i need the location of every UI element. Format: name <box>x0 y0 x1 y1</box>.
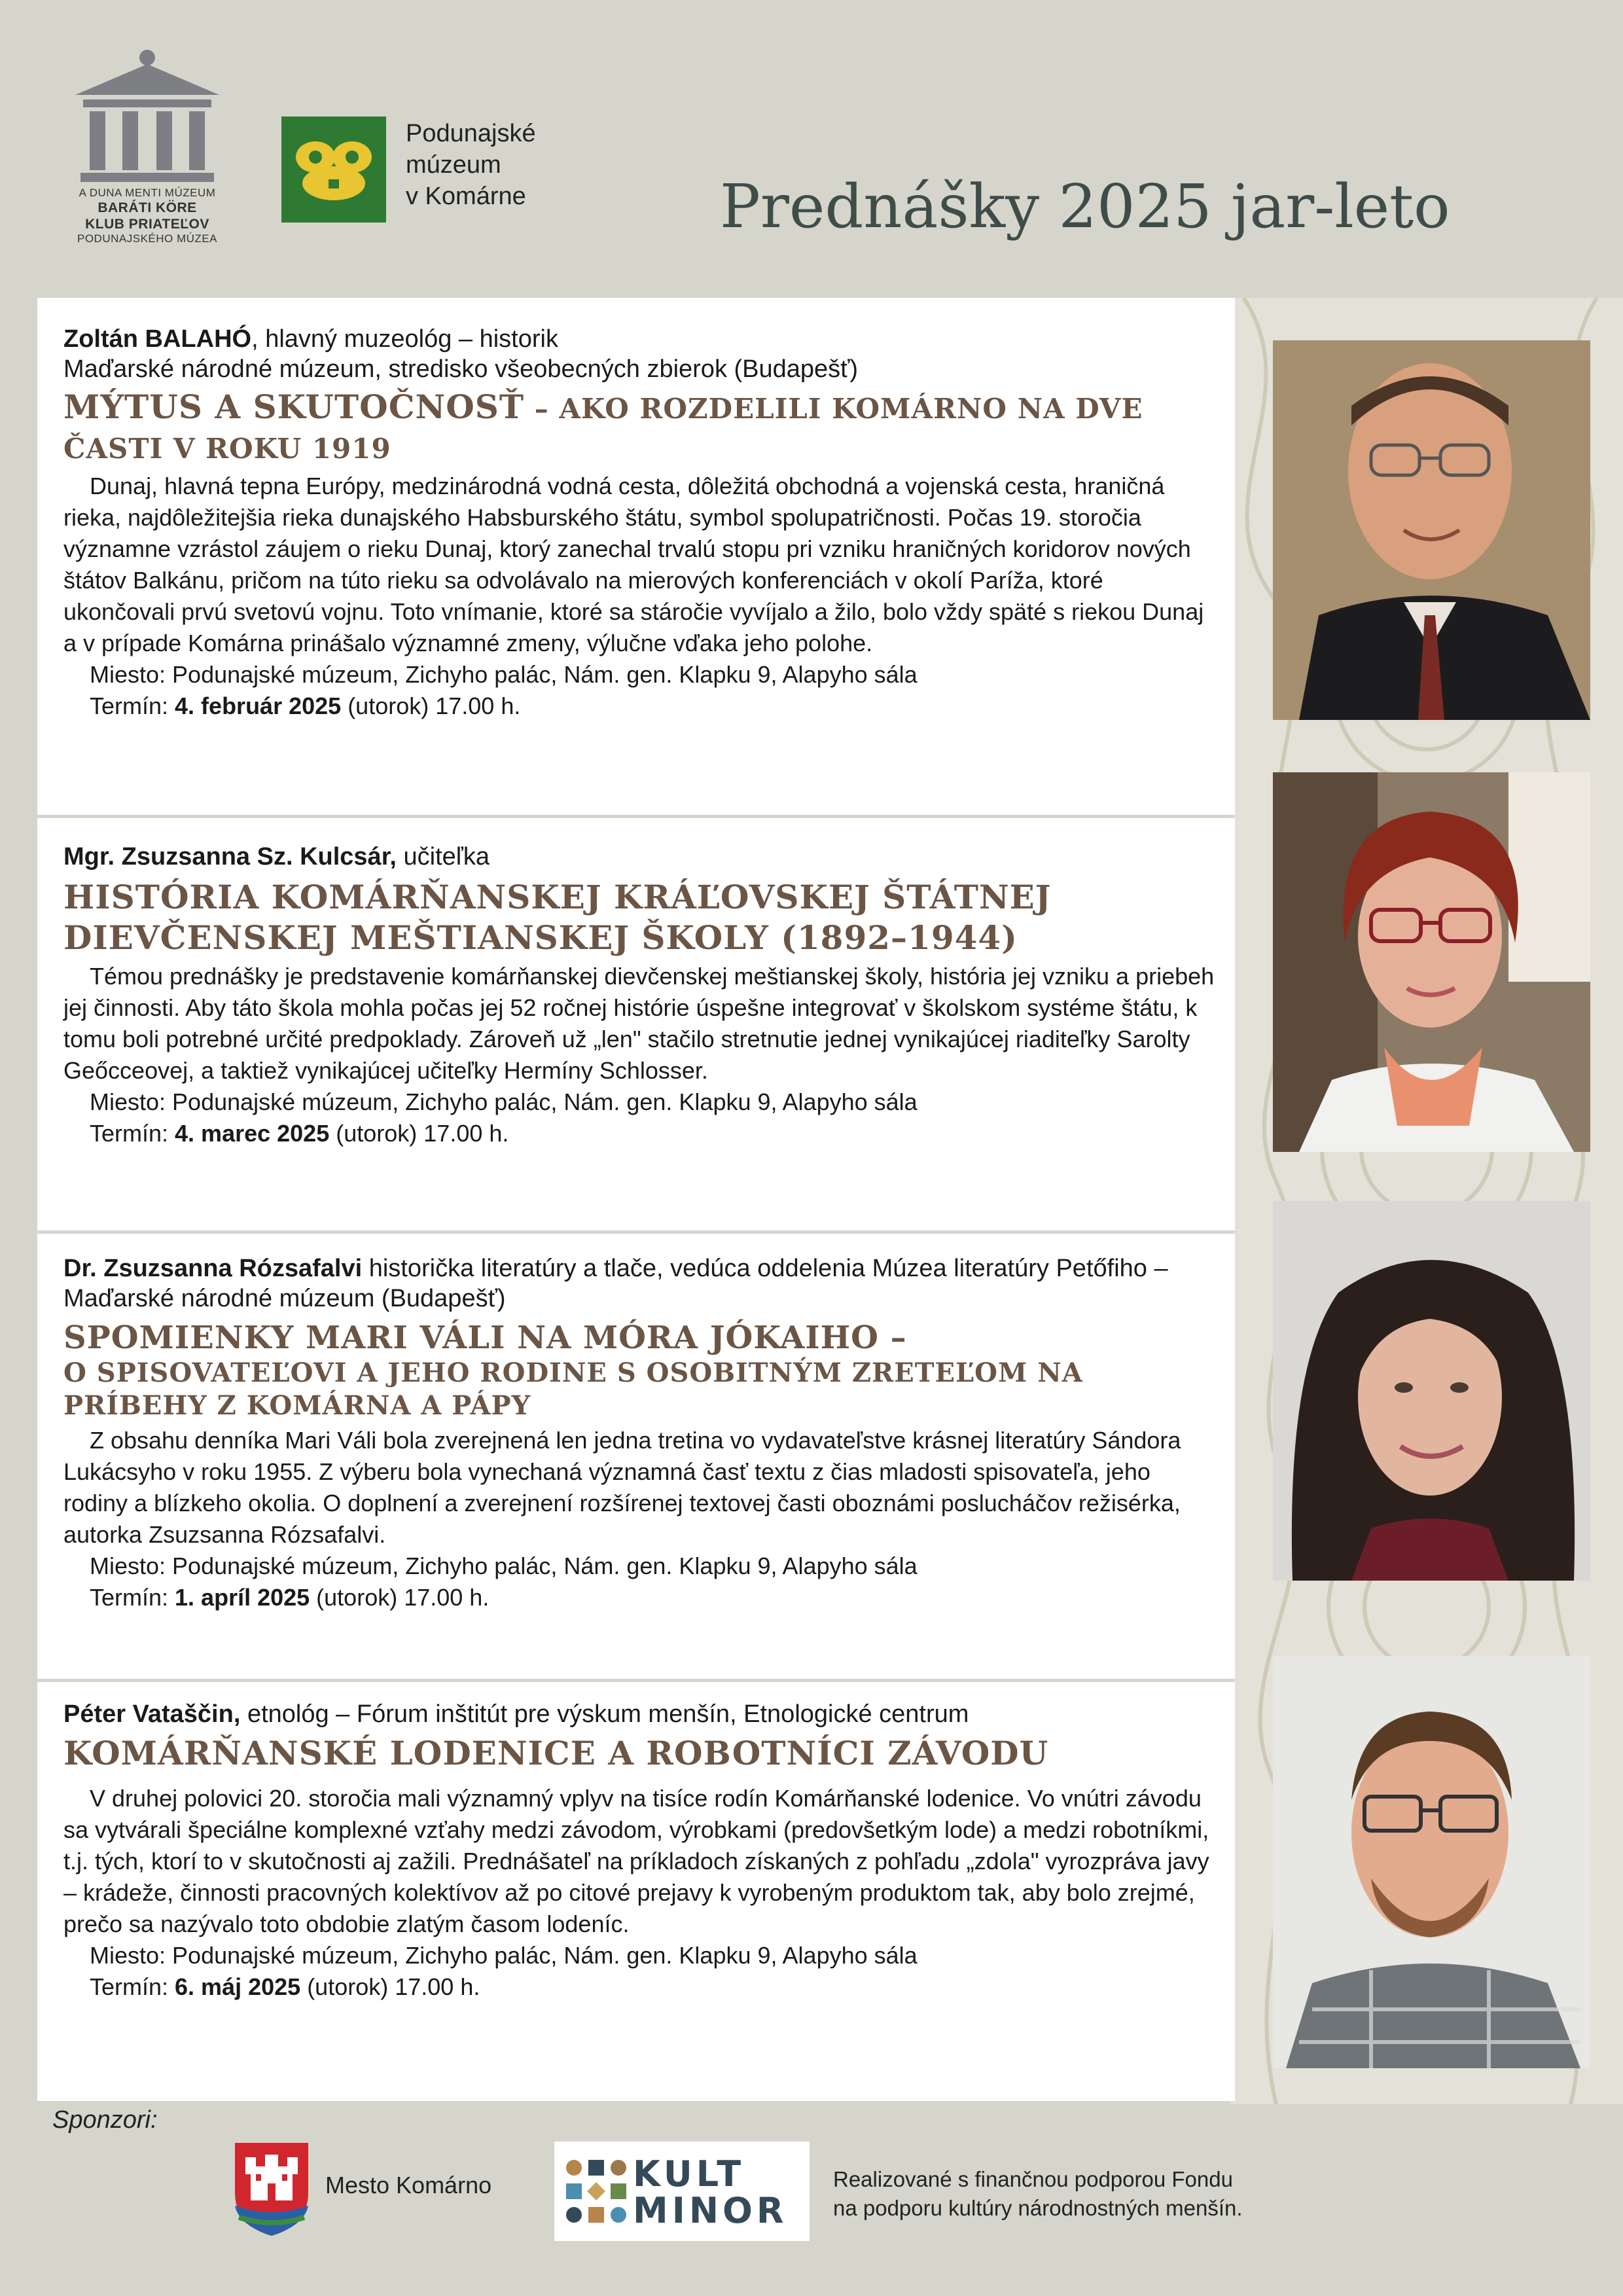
lecture-place: Miesto: Podunajské múzeum, Zichyho palác, Nám. gen. Klapku 9, Alapyho sála <box>90 1552 918 1579</box>
speaker-role: etnológ – Fórum inštitút pre výskum menšín, Etnologické centrum <box>240 1700 969 1728</box>
kult-minor-pattern-icon <box>561 2142 633 2241</box>
lecture-time: (utorok) 17.00 h. <box>310 1584 490 1611</box>
museum-name <box>406 118 536 212</box>
lecture-date: 1. apríl 2025 <box>175 1584 310 1611</box>
kult-line-2: MINOR <box>633 2190 788 2231</box>
lecture-term <box>63 1582 1219 1613</box>
speaker-role: historička literatúry a tlače, vedúca oddelenia Múzea literatúry Petőfiho – Maďarské národné múzeum (Budapešť) <box>63 1255 1168 1312</box>
lecture-card-4 <box>37 1682 1235 2101</box>
lecture-time: (utorok) 17.00 h. <box>329 1120 509 1147</box>
lecture-card-1 <box>37 298 1235 817</box>
lecture-date: 4. február 2025 <box>175 692 342 719</box>
lecture-title <box>63 1733 1219 1774</box>
speaker-photo-2 <box>1273 772 1590 1152</box>
speaker-line <box>63 1253 1219 1314</box>
museum-name-line-2: múzeum <box>406 151 501 179</box>
funding-line-1: Realizované s finančnou podporou Fondu <box>833 2167 1233 2191</box>
speaker-affiliation: Maďarské národné múzeum, stredisko všeobecných zbierok (Budapešť) <box>63 355 859 383</box>
lecture-title-sub: – AKO ROZDELILI KOMÁRNO NA DVE ČASTI V ROKU 1919 <box>63 393 1143 465</box>
lecture-time: (utorok) 17.00 h. <box>300 1973 480 2000</box>
header <box>0 0 1623 288</box>
lecture-time: (utorok) 17.00 h. <box>341 692 521 719</box>
museum-name-line-3: v Komárne <box>406 183 526 210</box>
term-label: Termín: <box>90 1973 175 2000</box>
lecture-place: Miesto: Podunajské múzeum, Zichyho palác, Nám. gen. Klapku 9, Alapyho sála <box>90 661 918 688</box>
speaker-name: Péter Vataščin, <box>63 1700 241 1728</box>
speaker-photo-4 <box>1273 1656 1590 2068</box>
kult-minor-logo <box>554 2142 810 2241</box>
kult-line-1: KULT <box>633 2153 745 2195</box>
lecture-term <box>63 691 1219 722</box>
term-label: Termín: <box>90 1584 175 1611</box>
speaker-name: Mgr. Zsuzsanna Sz. Kulcsár, <box>63 843 397 870</box>
museum-emblem-icon <box>281 117 386 223</box>
city-name: Mesto Komárno <box>325 2172 492 2198</box>
speaker-line <box>63 324 1219 354</box>
funding-line-2: na podporu kultúry národnostných menšín. <box>833 2196 1243 2220</box>
lecture-description: Témou prednášky je predstavenie komárňanskej dievčenskej meštianskej školy, história jej vzniku a priebeh jej činnosti. Aby táto škola mohla počas jej 52 ročnej histórie úspešne integrovať v školskom systéme štátu, k tomu boli potrebné určité predpoklady. Zároveň už „len" stačilo stretnutie jednej vynikajúcej riaditeľky Sarolty Geőcceovej, a taktiež vynikajúcej učiteľky Hermíny Schlosser. <box>63 963 1215 1084</box>
lecture-title-main: KOMÁRŇANSKÉ LODENICE A ROBOTNÍCI ZÁVODU <box>63 1734 1049 1772</box>
lecture-card-3 <box>37 1234 1235 1681</box>
club-line-3: KLUB PRIATEĽOV <box>85 217 209 232</box>
lecture-term <box>63 1118 1219 1149</box>
lecture-description: Z obsahu denníka Mari Váli bola zverejnená len jedna tretina vo vydavateľstve krásnej literatúry Sándora Lukácsyho v roku 1955. Z výberu bola vynechaná významná časť textu z čias mladosti spisovateľa, jeho rodiny a blízkeho okolia. O doplnení a zverejnení rozšírenej textovej časti oboznámi poslucháčov režisérka, autorka Zsuzsanna Rózsafalvi. <box>63 1427 1181 1548</box>
speaker-photo-1 <box>1273 340 1590 720</box>
club-line-2: BARÁTI KÖRE <box>98 200 197 215</box>
speaker-name: Dr. Zsuzsanna Rózsafalvi <box>63 1255 363 1282</box>
club-line-4: PODUNAJSKÉHO MÚZEA <box>77 232 217 245</box>
speaker-name: Zoltán BALAHÓ <box>63 325 252 353</box>
sponsors-label: Sponzori: <box>52 2106 158 2134</box>
lecture-description: Dunaj, hlavná tepna Európy, medzinárodná vodná cesta, dôležitá obchodná a vojenská cesta, hraničná rieka, najdôležitejšia rieka dunajského Habsburského štátu, symbol spolupatričnosti. Počas 19. storočia významne vzrástol záujem o rieku Dunaj, ktorý zanechal trvalú stopu pri vzniku hraničných koridorov nových štátov Balkánu, pričom na túto rieku sa odvolávalo na mierových konferenciách v okolí Paríža, ktoré ukončovali prvú svetovú vojnu. Toto vnímanie, ktoré sa stáročie vyvíjalo a žilo, bolo vždy späté s riekou Dunaj a v prípade Komárna prinášalo významné zmeny, výlučne vďaka jeho polohe. <box>63 473 1204 656</box>
club-line-1: A DUNA MENTI MÚZEUM <box>79 187 216 199</box>
lecture-title-main: SPOMIENKY MARI VÁLI NA MÓRA JÓKAIHO – <box>63 1319 907 1356</box>
museum-building-icon <box>69 46 226 187</box>
komarno-coat-of-arms-icon <box>232 2140 311 2238</box>
lecture-title <box>63 388 1219 468</box>
lecture-title <box>63 877 1219 958</box>
page-title: Prednášky 2025 jar-leto <box>720 171 1450 242</box>
lecture-description: V druhej polovici 20. storočia mali významný vplyv na tisíce rodín Komárňanské lodenice. Vo vnútri závodu sa vytvárali špeciálne komplexné vzťahy medzi závodom, výrobkami (predovšetkým lode) a medzi robotníkmi, t.j. tých, ktorí to v skutočnosti aj zažili. Prednášateľ na príkladoch získaných z pohľadu „zdola" vyrozpráva javy – krádeže, činnosti pracovných kolektívov až po citové prejavy k vyrobeným produktom tak, aby bolo zrejmé, prečo sa nazývalo toto obdobie zlatým časom lodeníc. <box>63 1785 1209 1937</box>
lecture-title-main: MÝTUS A SKUTOČNOSŤ <box>63 387 525 426</box>
lecture-title-main: HISTÓRIA KOMÁRŇANSKEJ KRÁĽOVSKEJ ŠTÁTNEJ DIEVČENSKEJ MEŠTIANSKEJ ŠKOLY (1892–1944) <box>63 878 1052 957</box>
lecture-title-sub: O SPISOVATEĽOVI A JEHO RODINE S OSOBITNÝM ZRETEĽOM NA PRÍBEHY Z KOMÁRNA A PÁPY <box>63 1357 1083 1421</box>
funding-note <box>833 2165 1243 2223</box>
club-logo <box>65 46 229 268</box>
kult-minor-text <box>633 2153 788 2231</box>
lecture-card-2 <box>37 818 1235 1233</box>
speaker-role: učiteľka <box>396 843 490 870</box>
speaker-line <box>63 1699 1219 1729</box>
speaker-role: , hlavný muzeológ – historik <box>251 325 558 353</box>
speaker-line <box>63 842 1219 872</box>
lecture-place: Miesto: Podunajské múzeum, Zichyho palác, Nám. gen. Klapku 9, Alapyho sála <box>90 1088 918 1115</box>
lecture-term <box>63 1971 1219 2003</box>
speaker-photo-3 <box>1273 1201 1590 1581</box>
museum-logo <box>281 117 386 223</box>
term-label: Termín: <box>90 692 175 719</box>
lecture-date: 6. máj 2025 <box>175 1973 301 2000</box>
museum-name-line-1: Podunajské <box>406 120 536 147</box>
lecture-date: 4. marec 2025 <box>175 1120 330 1147</box>
term-label: Termín: <box>90 1120 175 1147</box>
lecture-place: Miesto: Podunajské múzeum, Zichyho palác, Nám. gen. Klapku 9, Alapyho sála <box>90 1942 918 1969</box>
